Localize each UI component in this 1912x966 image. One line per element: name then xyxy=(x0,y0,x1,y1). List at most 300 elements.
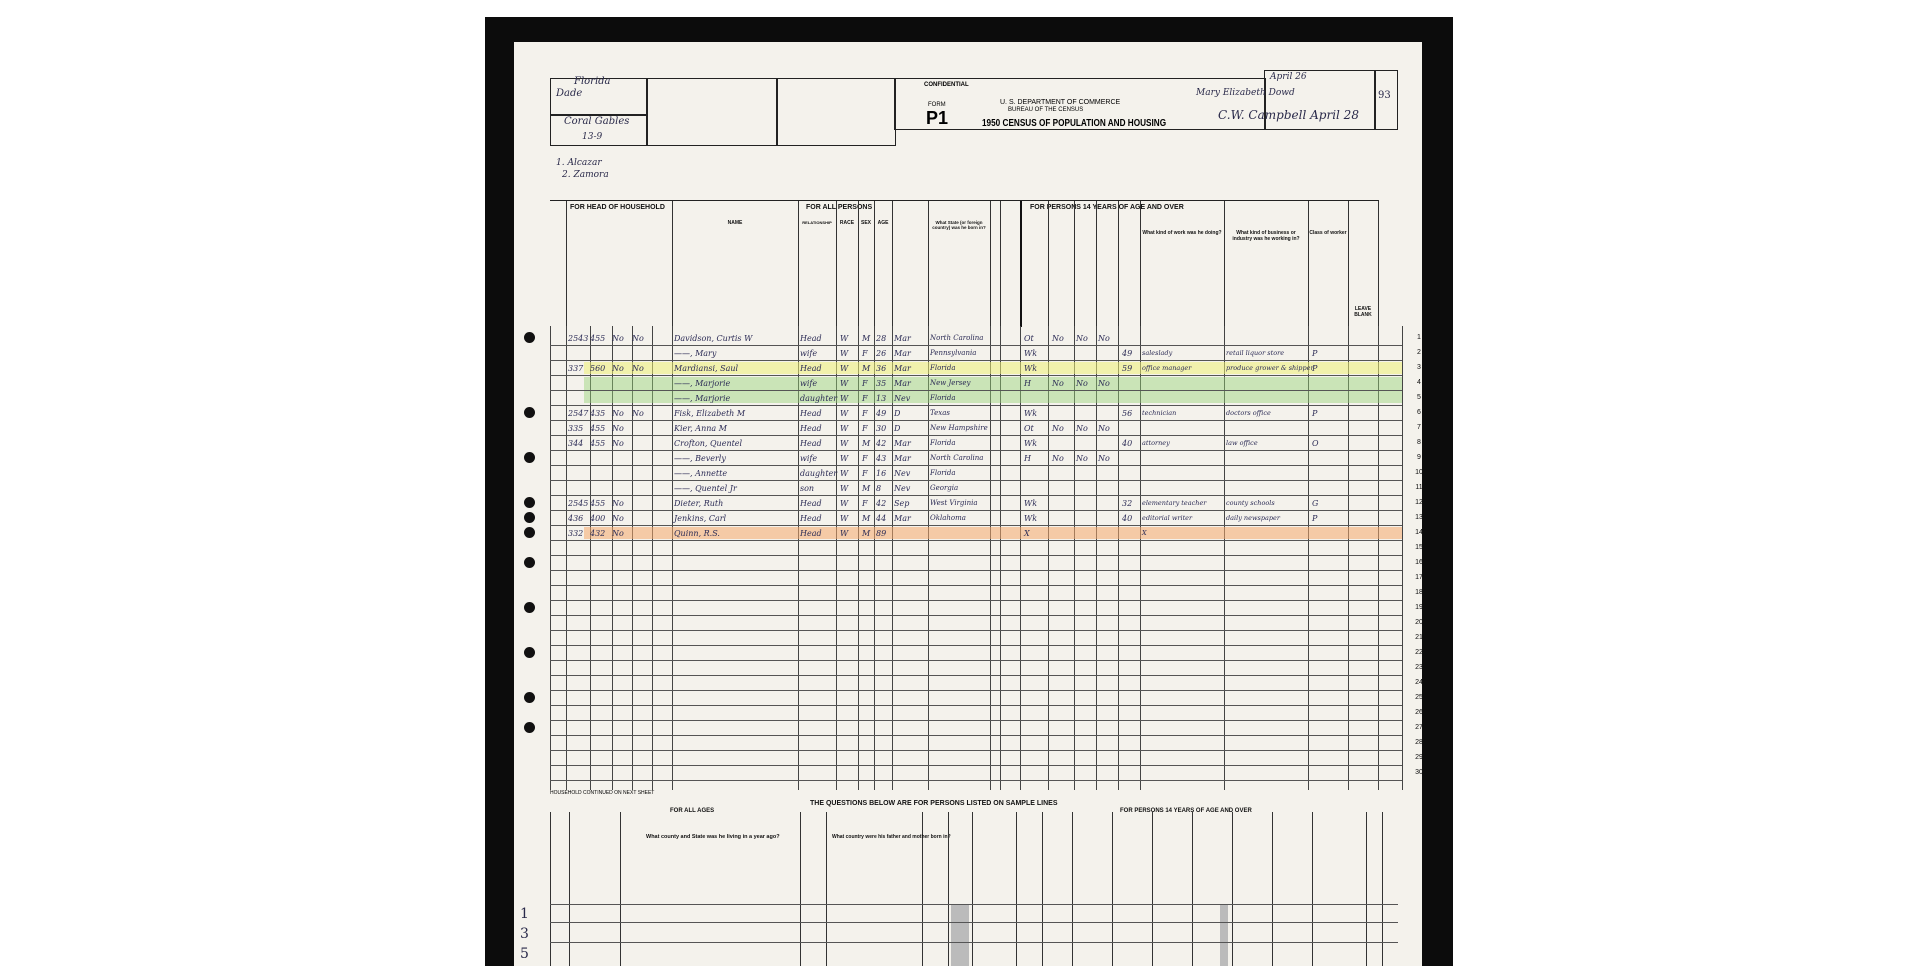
cell-cls: O xyxy=(1312,439,1319,448)
cell-age: 44 xyxy=(876,514,887,523)
confidential-label: CONFIDENTIAL xyxy=(924,82,969,88)
cell-race: W xyxy=(840,394,849,403)
line-number: 18 xyxy=(1415,589,1423,596)
sample-lines-title: THE QUESTIONS BELOW ARE FOR PERSONS LISTED ON SAMPLE LINES xyxy=(810,800,1058,807)
cell-num: 332 xyxy=(568,529,584,538)
cell-birth: New Hampshire xyxy=(930,424,988,432)
cell-acres: No xyxy=(632,364,644,373)
sample-line-label: 1 xyxy=(520,906,529,922)
line-number: 28 xyxy=(1415,739,1423,746)
industry-column-title: What kind of business or industry was he working in? xyxy=(1232,230,1300,242)
shaded-column xyxy=(1220,904,1228,966)
cell-ser: 455 xyxy=(590,424,606,433)
cell-rel: wife xyxy=(800,379,818,388)
line-number: 30 xyxy=(1415,769,1423,776)
place-handwriting: Coral Gables xyxy=(564,116,630,127)
bottom-row-line xyxy=(550,942,1398,943)
dwelling-box xyxy=(646,78,778,146)
cell-farm: No xyxy=(612,529,624,538)
cell-num: 335 xyxy=(568,424,584,433)
cell-mar: Mar xyxy=(894,379,911,388)
cell-birth: Texas xyxy=(930,409,950,417)
cell-rel: Head xyxy=(800,439,822,448)
cell-occ: editorial writer xyxy=(1142,514,1193,522)
cell-sex: F xyxy=(862,379,868,388)
row-separator xyxy=(550,555,1402,556)
row-separator xyxy=(550,570,1402,571)
cell-race: W xyxy=(840,349,849,358)
cell-hours: 56 xyxy=(1122,409,1133,418)
cell-race: W xyxy=(840,484,849,493)
census-sheet xyxy=(514,42,1422,966)
row-separator xyxy=(550,750,1402,751)
row-separator xyxy=(550,405,1402,406)
cell-birth: Florida xyxy=(930,394,956,402)
cell-mar: Mar xyxy=(894,454,911,463)
cell-farm: No xyxy=(612,364,624,373)
industry-column-header xyxy=(1224,200,1309,327)
occupation-column-header xyxy=(1140,200,1225,327)
cell-age: 49 xyxy=(876,409,887,418)
line-number: 22 xyxy=(1415,649,1423,656)
cell-mar: D xyxy=(894,424,901,433)
cell-rel: Head xyxy=(800,409,822,418)
sample-line-marker xyxy=(524,497,535,508)
cell-num: 2545 xyxy=(568,499,589,508)
cell-ser: 560 xyxy=(590,364,606,373)
sample-line-marker xyxy=(524,557,535,568)
cell-ser: 455 xyxy=(590,334,606,343)
cell-mar: Sep xyxy=(894,499,910,508)
cell-num: 337 xyxy=(568,364,584,373)
cell-occ: office manager xyxy=(1142,364,1192,372)
cell-farm: No xyxy=(612,334,624,343)
cell-ind: doctors office xyxy=(1226,409,1271,417)
cell-birth: Florida xyxy=(930,469,956,477)
sample-line-marker xyxy=(524,527,535,538)
cell-rel: daughter xyxy=(800,469,838,478)
line-number: 15 xyxy=(1415,544,1423,551)
cell-age: 43 xyxy=(876,454,887,463)
cell-farm: No xyxy=(612,409,624,418)
cell-race: W xyxy=(840,364,849,373)
cell-ser: 432 xyxy=(590,529,606,538)
birthplace-column-title: What State (or foreign country) was he born in? xyxy=(932,220,986,230)
cell-name: ——, Annette xyxy=(674,469,728,478)
cell-rel: Head xyxy=(800,529,822,538)
class-column-header xyxy=(1308,200,1349,327)
cell-num: 436 xyxy=(568,514,584,523)
sample-line-label: 5 xyxy=(520,946,529,962)
line-number: 23 xyxy=(1415,664,1423,671)
row-separator xyxy=(550,705,1402,706)
row-separator xyxy=(550,615,1402,616)
cell-age: 35 xyxy=(876,379,887,388)
cell-c15: Ot xyxy=(1024,334,1034,343)
cell-c16: No xyxy=(1052,454,1064,463)
sample-line-marker xyxy=(524,602,535,613)
shaded-column xyxy=(951,904,969,966)
cell-num: 2547 xyxy=(568,409,589,418)
cell-hours: 40 xyxy=(1122,439,1133,448)
cell-name: Fisk, Elizabeth M xyxy=(674,409,746,418)
cell-c15: Wk xyxy=(1024,349,1038,358)
line-number: 8 xyxy=(1417,439,1421,446)
row-separator xyxy=(550,630,1402,631)
sex-column-title: SEX xyxy=(860,220,871,226)
cell-birth: North Carolina xyxy=(930,454,984,462)
line-number: 27 xyxy=(1415,724,1423,731)
line-number: 25 xyxy=(1415,694,1423,701)
cell-hours: 40 xyxy=(1122,514,1133,523)
cell-rel: Head xyxy=(800,499,822,508)
cell-c16: No xyxy=(1052,379,1064,388)
cell-hours: 32 xyxy=(1122,499,1133,508)
cell-race: W xyxy=(840,409,849,418)
enumeration-grid xyxy=(550,200,1423,790)
cell-name: Davidson, Curtis W xyxy=(674,334,753,343)
sample-line-marker xyxy=(524,722,535,733)
line-number: 26 xyxy=(1415,709,1423,716)
section-head: FOR HEAD OF HOUSEHOLD xyxy=(570,204,665,211)
sample-line-marker xyxy=(524,692,535,703)
cell-sex: F xyxy=(862,469,868,478)
cell-name: ——, Mary xyxy=(674,349,717,358)
county-handwriting: Dade xyxy=(556,88,583,99)
ed-handwriting: 13-9 xyxy=(582,132,603,142)
cell-race: W xyxy=(840,514,849,523)
cell-ser: 455 xyxy=(590,439,606,448)
cell-sex: M xyxy=(862,529,871,538)
cell-mar: Mar xyxy=(894,364,911,373)
line-number: 17 xyxy=(1415,574,1423,581)
cell-c17: No xyxy=(1076,454,1088,463)
line-number: 14 xyxy=(1415,529,1423,536)
cell-c15: H xyxy=(1024,454,1031,463)
cell-ind: law office xyxy=(1226,439,1258,447)
cell-age: 16 xyxy=(876,469,887,478)
cell-occ: technician xyxy=(1142,409,1177,417)
cell-birth: Florida xyxy=(930,364,956,372)
row-separator xyxy=(550,480,1402,481)
cell-c15: X xyxy=(1024,529,1030,538)
signature-handwriting: C.W. Campbell April 28 xyxy=(1218,108,1359,122)
cell-mar: Mar xyxy=(894,514,911,523)
cell-birth: New Jersey xyxy=(930,379,971,387)
cell-birth: North Carolina xyxy=(930,334,984,342)
line-number: 5 xyxy=(1417,394,1421,401)
cell-age: 26 xyxy=(876,349,887,358)
sheet-number: 93 xyxy=(1378,90,1391,101)
cell-age: 89 xyxy=(876,529,887,538)
cell-race: W xyxy=(840,454,849,463)
cell-sex: M xyxy=(862,514,871,523)
row-separator xyxy=(550,510,1402,511)
cell-cls: P xyxy=(1312,409,1318,418)
cell-race: W xyxy=(840,439,849,448)
bureau-name: BUREAU OF THE CENSUS xyxy=(1008,107,1084,113)
residence-question: What county and State was he living in a year ago? xyxy=(646,834,780,840)
cell-c15: Ot xyxy=(1024,424,1034,433)
form-title: 1950 CENSUS OF POPULATION AND HOUSING xyxy=(982,118,1167,129)
cell-farm: No xyxy=(612,499,624,508)
cell-hours: 59 xyxy=(1122,364,1133,373)
cell-name: Quinn, R.S. xyxy=(674,529,720,538)
cell-rel: wife xyxy=(800,454,818,463)
cell-ser: 435 xyxy=(590,409,606,418)
row-separator xyxy=(550,690,1402,691)
cell-name: Mardiansi, Saul xyxy=(674,364,739,373)
line-number: 16 xyxy=(1415,559,1423,566)
department-name: U. S. DEPARTMENT OF COMMERCE xyxy=(1000,99,1121,106)
age-column-title: AGE xyxy=(877,220,889,226)
cell-age: 8 xyxy=(876,484,882,493)
cell-race: W xyxy=(840,379,849,388)
cell-sex: F xyxy=(862,394,868,403)
cell-rel: Head xyxy=(800,424,822,433)
cell-mar: D xyxy=(894,409,901,418)
cell-birth: Georgia xyxy=(930,484,959,492)
cell-race: W xyxy=(840,529,849,538)
relationship-column-title: RELATIONSHIP xyxy=(802,220,832,225)
cell-birth: Pennsylvania xyxy=(930,349,977,357)
row-separator xyxy=(550,435,1402,436)
row-separator xyxy=(550,345,1402,346)
for-14-plus-label: FOR PERSONS 14 YEARS OF AGE AND OVER xyxy=(1120,808,1252,814)
cell-rel: Head xyxy=(800,334,822,343)
line-number: 10 xyxy=(1415,469,1423,476)
cell-mar: Mar xyxy=(894,439,911,448)
cell-age: 42 xyxy=(876,439,887,448)
cell-hours: 49 xyxy=(1122,349,1133,358)
cell-rel: daughter xyxy=(800,394,838,403)
line-number: 21 xyxy=(1415,634,1423,641)
sample-line-marker xyxy=(524,332,535,343)
cell-race: W xyxy=(840,469,849,478)
cell-ind: retail liquor store xyxy=(1226,349,1285,357)
enumerator-handwriting: Mary Elizabeth Dowd xyxy=(1196,88,1295,98)
cell-c18: No xyxy=(1098,454,1110,463)
cell-farm: No xyxy=(612,439,624,448)
cell-name: Crofton, Quentel xyxy=(674,439,743,448)
cell-mar: Nev xyxy=(894,469,911,478)
sample-line-marker xyxy=(524,512,535,523)
cell-sex: M xyxy=(862,364,871,373)
cell-name: ——, Quentel Jr xyxy=(674,484,737,493)
marital-column-header xyxy=(892,200,929,327)
form-label: FORM xyxy=(928,102,946,108)
cell-c15: Wk xyxy=(1024,514,1038,523)
col18-header xyxy=(1096,200,1119,327)
cell-cls: P xyxy=(1312,364,1318,373)
cell-name: Jenkins, Carl xyxy=(674,514,727,523)
cell-c16: No xyxy=(1052,334,1064,343)
row-separator xyxy=(550,720,1402,721)
line-number: 9 xyxy=(1417,454,1421,461)
bottom-row-line xyxy=(550,922,1398,923)
cell-c15: Wk xyxy=(1024,409,1038,418)
cell-occ: X xyxy=(1142,529,1147,537)
cell-mar: Nev xyxy=(894,484,911,493)
name-column-title: NAME xyxy=(727,220,743,226)
cell-sex: F xyxy=(862,424,868,433)
sample-line-marker xyxy=(524,647,535,658)
cell-sex: M xyxy=(862,334,871,343)
cell-age: 42 xyxy=(876,499,887,508)
cell-occ: elementary teacher xyxy=(1142,499,1207,507)
cell-occ: attorney xyxy=(1142,439,1170,447)
row-separator xyxy=(550,540,1402,541)
cell-c16: No xyxy=(1052,424,1064,433)
cell-name: ——, Marjorie xyxy=(674,379,731,388)
row-separator xyxy=(550,765,1402,766)
row-separator xyxy=(550,375,1402,376)
cell-rel: wife xyxy=(800,349,818,358)
line-number: 2 xyxy=(1417,349,1421,356)
cell-c17: No xyxy=(1076,424,1088,433)
row-separator xyxy=(550,360,1402,361)
cell-race: W xyxy=(840,499,849,508)
col15-header xyxy=(1020,200,1049,327)
row-separator xyxy=(550,600,1402,601)
line-number: 1 xyxy=(1417,334,1421,341)
cell-c17: No xyxy=(1076,334,1088,343)
cell-race: W xyxy=(840,424,849,433)
cell-age: 28 xyxy=(876,334,887,343)
cell-race: W xyxy=(840,334,849,343)
cell-ser: 455 xyxy=(590,499,606,508)
line-number: 11 xyxy=(1415,484,1423,491)
cell-cls: P xyxy=(1312,514,1318,523)
state-handwriting: Florida xyxy=(574,76,611,87)
note-2: 2. Zamora xyxy=(562,170,609,180)
grid-vertical-line xyxy=(1402,326,1403,790)
cell-sex: M xyxy=(862,484,871,493)
cell-num: 2543 xyxy=(568,334,589,343)
for-all-ages-label: FOR ALL AGES xyxy=(670,808,715,814)
line-number: 20 xyxy=(1415,619,1423,626)
row-separator xyxy=(550,645,1402,646)
leave-blank-column-header xyxy=(1000,200,1022,327)
cell-sex: F xyxy=(862,454,868,463)
section-all-persons: FOR ALL PERSONS xyxy=(806,204,873,211)
class-column-title: Class of worker xyxy=(1309,230,1347,236)
cell-c18: No xyxy=(1098,424,1110,433)
hours-column-header xyxy=(1118,200,1141,327)
cell-c15: Wk xyxy=(1024,439,1038,448)
col17-header xyxy=(1074,200,1097,327)
date-handwriting: April 26 xyxy=(1270,72,1307,82)
line-number-column xyxy=(550,200,567,327)
cell-mar: Nev xyxy=(894,394,911,403)
cell-rel: Head xyxy=(800,514,822,523)
cell-c15: Wk xyxy=(1024,499,1038,508)
row-separator xyxy=(550,735,1402,736)
row-separator xyxy=(550,525,1402,526)
cell-age: 30 xyxy=(876,424,887,433)
cell-c15: Wk xyxy=(1024,364,1038,373)
sample-line-marker xyxy=(524,452,535,463)
cell-name: ——, Beverly xyxy=(674,454,726,463)
occupation-column-title: What kind of work was he doing? xyxy=(1142,230,1222,236)
parents-question: What country were his father and mother born in? xyxy=(832,834,951,840)
form-code: P1 xyxy=(926,108,949,128)
cell-ser: 400 xyxy=(590,514,606,523)
line-number: 29 xyxy=(1415,754,1423,761)
cell-birth: Florida xyxy=(930,439,956,447)
row-separator xyxy=(550,465,1402,466)
line-number: 24 xyxy=(1415,679,1423,686)
cell-age: 13 xyxy=(876,394,887,403)
row-separator xyxy=(550,660,1402,661)
sample-lines-section xyxy=(520,790,1398,966)
cell-name: Dieter, Ruth xyxy=(674,499,724,508)
row-separator xyxy=(550,675,1402,676)
cell-sex: M xyxy=(862,439,871,448)
row-separator xyxy=(550,420,1402,421)
cell-birth: Oklahoma xyxy=(930,514,966,522)
type-box xyxy=(776,78,896,146)
cell-name: Kier, Anna M xyxy=(674,424,727,433)
line-number: 19 xyxy=(1415,604,1423,611)
row-separator xyxy=(550,390,1402,391)
col16-header xyxy=(1048,200,1075,327)
note-1: 1. Alcazar xyxy=(556,158,602,168)
cell-sex: F xyxy=(862,409,868,418)
line-number: 13 xyxy=(1415,514,1423,521)
row-separator xyxy=(550,495,1402,496)
cell-sex: F xyxy=(862,349,868,358)
leave-blank-right-title: LEAVE BLANK xyxy=(1354,306,1372,318)
cell-c18: No xyxy=(1098,334,1110,343)
sample-line-label: 3 xyxy=(520,926,529,942)
cell-c18: No xyxy=(1098,379,1110,388)
sample-line-marker xyxy=(524,407,535,418)
cell-acres: No xyxy=(632,334,644,343)
cell-age: 36 xyxy=(876,364,887,373)
cell-farm: No xyxy=(612,424,624,433)
cell-mar: Mar xyxy=(894,334,911,343)
row-separator xyxy=(550,780,1402,781)
cell-birth: West Virginia xyxy=(930,499,978,507)
row-separator xyxy=(550,450,1402,451)
form-header xyxy=(550,70,1392,186)
cell-rel: Head xyxy=(800,364,822,373)
cell-ind: produce grower & shipper xyxy=(1226,364,1314,372)
row-separator xyxy=(550,585,1402,586)
line-number: 4 xyxy=(1417,379,1421,386)
head-columns xyxy=(566,200,673,327)
bottom-header-line xyxy=(550,904,1398,905)
section-14-plus: FOR PERSONS 14 YEARS OF AGE AND OVER xyxy=(1030,204,1184,211)
line-number: 7 xyxy=(1417,424,1421,431)
cell-cls: P xyxy=(1312,349,1318,358)
cell-ind: county schools xyxy=(1226,499,1275,507)
cell-c17: No xyxy=(1076,379,1088,388)
cell-sex: F xyxy=(862,499,868,508)
cell-farm: No xyxy=(612,514,624,523)
line-number: 12 xyxy=(1415,499,1423,506)
household-continued-note: HOUSEHOLD CONTINUED ON NEXT SHEET xyxy=(550,790,655,796)
line-number: 6 xyxy=(1417,409,1421,416)
cell-occ: saleslady xyxy=(1142,349,1173,357)
cell-rel: son xyxy=(800,484,815,493)
race-column-title: RACE xyxy=(839,220,855,226)
cell-cls: G xyxy=(1312,499,1319,508)
cell-mar: Mar xyxy=(894,349,911,358)
cell-acres: No xyxy=(632,409,644,418)
cell-num: 344 xyxy=(568,439,584,448)
